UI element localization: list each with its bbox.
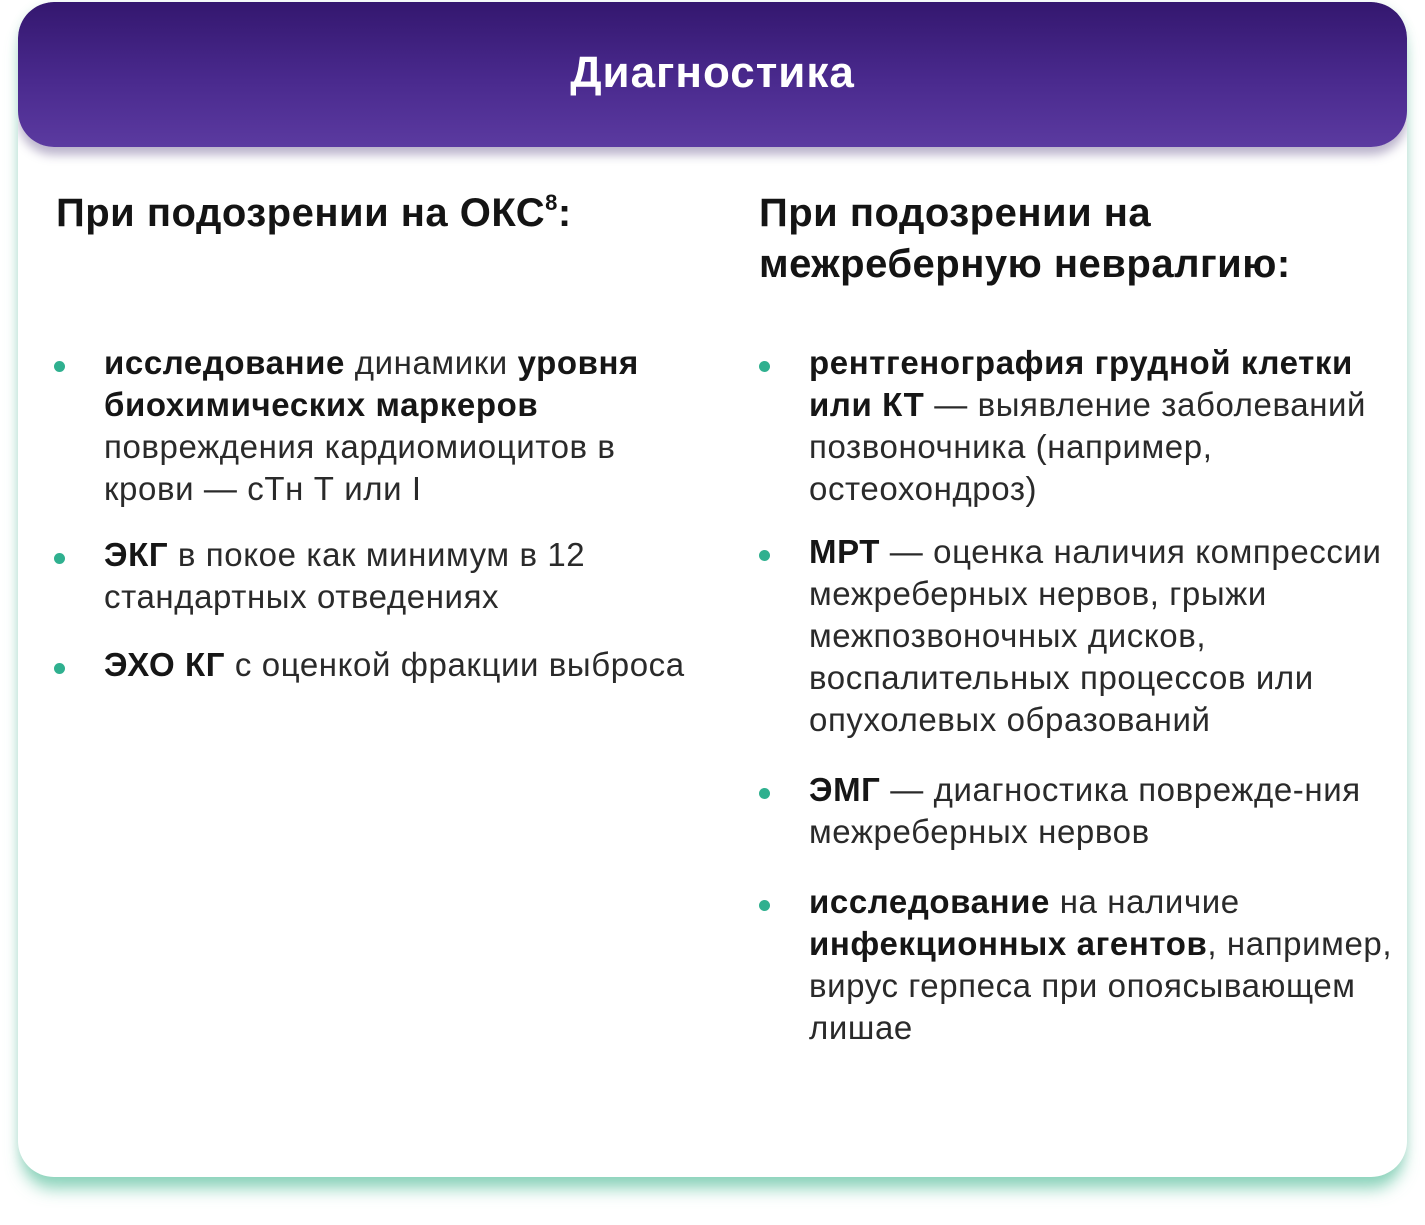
item-text: в покое как минимум в 12 стандартных отведениях: [104, 536, 586, 615]
right-column-heading: [759, 188, 1399, 290]
footnote-ref: 8: [545, 190, 558, 215]
bullet-dot-icon: [759, 900, 770, 911]
item-text: , например, вирус герпеса при опоясывающем лишае: [809, 925, 1393, 1046]
bullet-dot-icon: [759, 550, 770, 561]
item-text: — оценка наличия компрессии межреберных нервов, грыжи межпозвоночных дисков, воспалительных процессов или опухолевых образований: [809, 533, 1382, 738]
right-heading-line1: При подозрении на: [759, 191, 1152, 235]
item-text: — выявление заболеваний позвоночника (например, остеохондроз): [809, 386, 1367, 507]
item-bold-text: ЭХО КГ: [104, 646, 226, 683]
item-bold-text: МРТ: [809, 533, 881, 570]
card-title: Диагностика: [570, 47, 855, 97]
neuralgia-diagnostics-list: [759, 342, 1399, 1049]
diagnostics-card: [18, 2, 1407, 1177]
list-item: [54, 644, 694, 686]
list-item: [759, 881, 1399, 1049]
bullet-dot-icon: [759, 361, 770, 372]
list-item: [759, 531, 1399, 741]
bullet-dot-icon: [54, 663, 65, 674]
right-heading-line2: межреберную невралгию:: [759, 242, 1291, 286]
left-heading-text: При подозрении на ОКС: [56, 191, 546, 235]
list-item: [759, 769, 1399, 853]
item-text: повреждения кардиомиоцитов в крови — сТн Т или I: [104, 428, 616, 507]
item-text: — диагностика поврежде-ния межреберных нервов: [809, 771, 1361, 850]
item-bold-text: уровня биохимических маркеров: [104, 344, 639, 423]
left-column-heading: [56, 188, 696, 239]
item-bold-text: рентгенография грудной клетки или КТ: [809, 344, 1353, 423]
item-bold-text: исследование: [809, 883, 1050, 920]
item-bold-text: ЭКГ: [104, 536, 169, 573]
bullet-dot-icon: [54, 553, 65, 564]
bullet-dot-icon: [759, 788, 770, 799]
card-header: [18, 2, 1407, 147]
item-text: на наличие: [1049, 883, 1240, 920]
item-text: с оценкой фракции выброса: [225, 646, 685, 683]
acs-diagnostics-list: [54, 342, 694, 686]
item-bold-text: ЭМГ: [809, 771, 881, 808]
list-item: [54, 534, 694, 618]
item-bold-text: исследование: [104, 344, 345, 381]
item-bold-text: инфекционных агентов: [809, 925, 1208, 962]
bullet-dot-icon: [54, 361, 65, 372]
item-text: динамики: [344, 344, 518, 381]
left-heading-colon: :: [557, 191, 572, 235]
list-item: [54, 342, 694, 510]
list-item: [759, 342, 1399, 510]
